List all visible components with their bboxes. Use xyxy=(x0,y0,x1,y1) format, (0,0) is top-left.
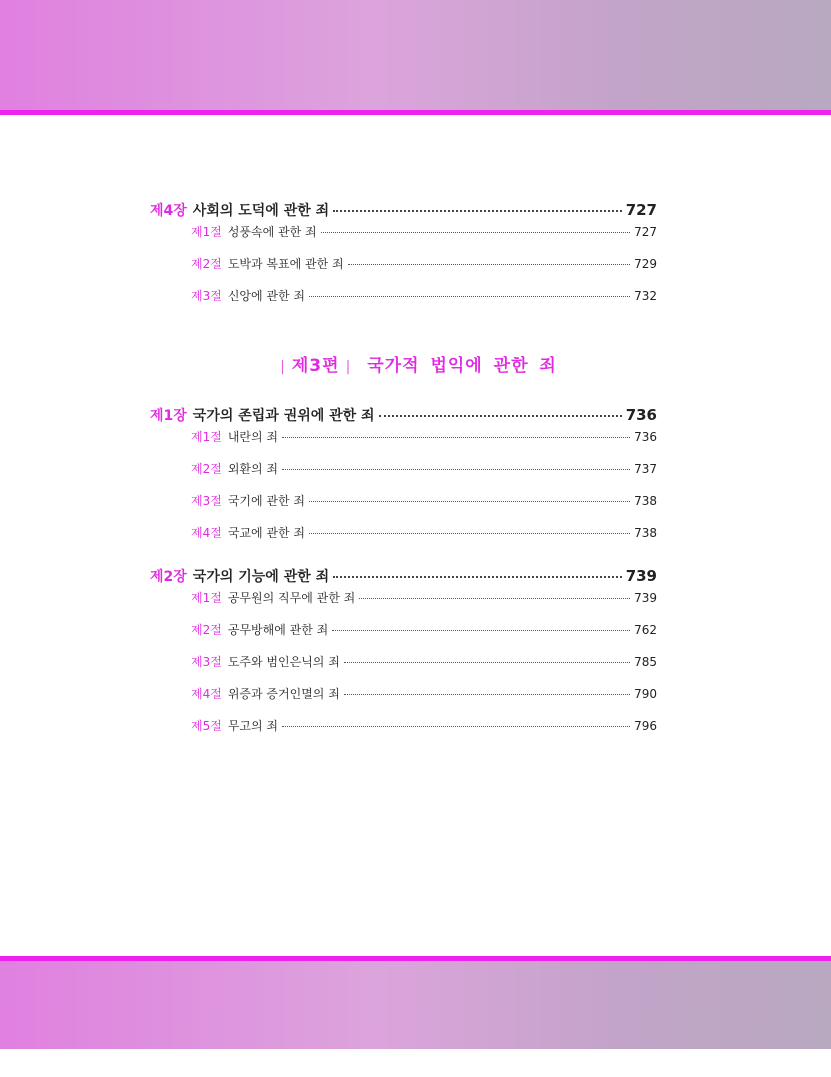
dot-leader xyxy=(309,533,630,534)
dot-leader xyxy=(359,598,630,599)
page-number: 738 xyxy=(634,526,657,540)
divider-bar: | xyxy=(280,359,286,375)
page-number: 737 xyxy=(634,462,657,476)
page-number: 729 xyxy=(634,257,657,271)
dot-leader xyxy=(379,415,622,417)
part-label: 제3편 xyxy=(291,356,340,376)
section-label: 제2절 xyxy=(191,257,222,271)
dot-leader xyxy=(282,437,630,438)
toc-section[interactable] xyxy=(191,460,657,477)
section-title: 국기에 관한 죄 xyxy=(227,494,306,508)
toc-section[interactable] xyxy=(191,621,657,638)
page-number: 727 xyxy=(634,225,657,239)
section-label: 제3절 xyxy=(191,655,222,669)
page-number: 736 xyxy=(625,406,657,424)
page-number: 762 xyxy=(634,623,657,637)
part-heading xyxy=(0,351,831,376)
chapter-title: 국가의 기능에 관한 죄 xyxy=(192,569,330,585)
toc-section[interactable] xyxy=(191,223,657,240)
toc-section[interactable] xyxy=(191,492,657,509)
toc-section[interactable] xyxy=(191,428,657,445)
section-label: 제3절 xyxy=(191,289,222,303)
section-title: 외환의 죄 xyxy=(227,462,279,476)
section-title: 신앙에 관한 죄 xyxy=(227,289,306,303)
section-label: 제4절 xyxy=(191,526,222,540)
section-title: 도주와 범인은닉의 죄 xyxy=(227,655,340,669)
page-number: 738 xyxy=(634,494,657,508)
section-title: 국교에 관한 죄 xyxy=(227,526,306,540)
section-label: 제4절 xyxy=(191,687,222,701)
chapter-title: 국가의 존립과 권위에 관한 죄 xyxy=(192,408,375,424)
section-label: 제2절 xyxy=(191,462,222,476)
section-title: 도박과 복표에 관한 죄 xyxy=(227,257,344,271)
dot-leader xyxy=(309,501,630,502)
toc-section[interactable] xyxy=(191,653,657,670)
toc-section[interactable] xyxy=(191,685,657,702)
page-number: 790 xyxy=(634,687,657,701)
dot-leader xyxy=(321,232,630,233)
part-title: 국가적 법익에 관한 죄 xyxy=(367,356,557,376)
page-number: 727 xyxy=(625,201,657,219)
page-number: 736 xyxy=(634,430,657,444)
dot-leader xyxy=(282,469,630,470)
toc-section[interactable] xyxy=(191,287,657,304)
chapter-label: 제4장 xyxy=(150,203,187,219)
dot-leader xyxy=(309,296,630,297)
chapter-title: 사회의 도덕에 관한 죄 xyxy=(192,203,330,219)
header-stripe xyxy=(0,110,831,115)
dot-leader xyxy=(348,264,630,265)
toc-chapter-1[interactable] xyxy=(150,405,657,425)
dot-leader xyxy=(333,210,622,212)
page-number: 739 xyxy=(634,591,657,605)
toc-section[interactable] xyxy=(191,589,657,606)
chapter-label: 제1장 xyxy=(150,408,187,424)
dot-leader xyxy=(344,694,630,695)
toc-section[interactable] xyxy=(191,524,657,541)
page-number: 739 xyxy=(625,567,657,585)
section-label: 제5절 xyxy=(191,719,222,733)
toc-section[interactable] xyxy=(191,717,657,734)
section-label: 제2절 xyxy=(191,623,222,637)
section-label: 제3절 xyxy=(191,494,222,508)
toc-chapter-4[interactable] xyxy=(150,200,657,220)
dot-leader xyxy=(344,662,630,663)
section-title: 무고의 죄 xyxy=(227,719,279,733)
chapter-label: 제2장 xyxy=(150,569,187,585)
footer-band xyxy=(0,961,831,1049)
section-label: 제1절 xyxy=(191,591,222,605)
toc-section[interactable] xyxy=(191,255,657,272)
section-title: 공무원의 직무에 관한 죄 xyxy=(227,591,356,605)
section-label: 제1절 xyxy=(191,430,222,444)
page-number: 785 xyxy=(634,655,657,669)
dot-leader xyxy=(333,576,622,578)
dot-leader xyxy=(332,630,630,631)
section-label: 제1절 xyxy=(191,225,222,239)
section-title: 성풍속에 관한 죄 xyxy=(227,225,317,239)
section-title: 위증과 증거인멸의 죄 xyxy=(227,687,340,701)
divider-bar: | xyxy=(345,359,352,375)
page-number: 732 xyxy=(634,289,657,303)
section-title: 공무방해에 관한 죄 xyxy=(227,623,329,637)
toc-chapter-2[interactable] xyxy=(150,566,657,586)
page-number: 796 xyxy=(634,719,657,733)
dot-leader xyxy=(282,726,630,727)
header-band xyxy=(0,0,831,110)
section-title: 내란의 죄 xyxy=(227,430,279,444)
